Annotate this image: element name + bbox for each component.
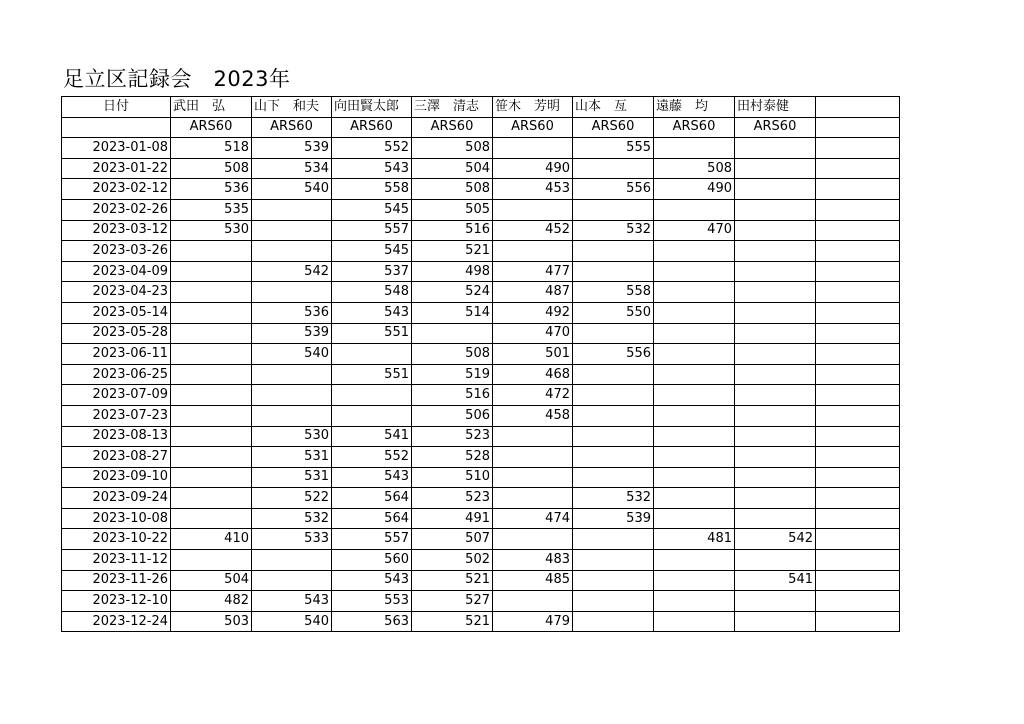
- score-cell: [735, 447, 816, 468]
- score-cell: [735, 550, 816, 571]
- score-cell: 536: [171, 179, 252, 200]
- table-row: [62, 426, 900, 447]
- score-cell: 532: [573, 488, 654, 509]
- score-cell: [493, 138, 573, 159]
- score-cell: 519: [412, 364, 493, 385]
- score-cell: [654, 550, 735, 571]
- score-cell: 532: [252, 508, 332, 529]
- date-cell: 2023-11-26: [62, 570, 171, 591]
- score-cell: [171, 323, 252, 344]
- score-cell: [654, 508, 735, 529]
- table-row: [62, 241, 900, 262]
- score-cell: [493, 241, 573, 262]
- date-cell: 2023-02-12: [62, 179, 171, 200]
- score-cell: [654, 385, 735, 406]
- score-cell: 556: [573, 344, 654, 365]
- score-cell: [654, 405, 735, 426]
- score-cell: [735, 591, 816, 612]
- score-cell: [252, 282, 332, 303]
- score-cell: [735, 179, 816, 200]
- score-cell: 542: [735, 529, 816, 550]
- score-cell: [816, 220, 900, 241]
- name-header-row: [62, 97, 900, 118]
- date-cell: 2023-12-24: [62, 611, 171, 632]
- score-cell: [332, 405, 412, 426]
- score-cell: 545: [332, 241, 412, 262]
- score-cell: [171, 261, 252, 282]
- table-row: [62, 447, 900, 468]
- table-row: [62, 488, 900, 509]
- score-cell: 564: [332, 488, 412, 509]
- score-cell: [816, 199, 900, 220]
- score-cell: 541: [735, 570, 816, 591]
- table-row: [62, 138, 900, 159]
- score-cell: [252, 364, 332, 385]
- score-cell: 558: [332, 179, 412, 200]
- score-cell: [332, 385, 412, 406]
- score-cell: 543: [332, 467, 412, 488]
- score-cell: [171, 550, 252, 571]
- score-cell: [816, 508, 900, 529]
- score-cell: [573, 364, 654, 385]
- score-cell: 555: [573, 138, 654, 159]
- score-cell: [816, 550, 900, 571]
- records-table: [61, 96, 900, 632]
- score-cell: [493, 199, 573, 220]
- score-cell: [654, 426, 735, 447]
- score-cell: 540: [252, 611, 332, 632]
- name-header-cell: 向田賢太郎: [332, 97, 412, 118]
- score-cell: 539: [252, 323, 332, 344]
- class-header-cell: [816, 117, 900, 138]
- score-cell: 548: [332, 282, 412, 303]
- class-header-cell: ARS60: [573, 117, 654, 138]
- score-cell: [171, 405, 252, 426]
- class-header-blank: [62, 117, 171, 138]
- date-cell: 2023-09-10: [62, 467, 171, 488]
- score-cell: [735, 488, 816, 509]
- page-title: 足立区記録会 2023年: [63, 67, 291, 91]
- score-cell: [171, 241, 252, 262]
- score-cell: [735, 508, 816, 529]
- score-cell: [654, 241, 735, 262]
- table-row: [62, 467, 900, 488]
- score-cell: 537: [332, 261, 412, 282]
- score-cell: [171, 364, 252, 385]
- table-row: [62, 364, 900, 385]
- score-cell: [816, 467, 900, 488]
- score-cell: [654, 447, 735, 468]
- score-cell: [493, 447, 573, 468]
- date-cell: 2023-11-12: [62, 550, 171, 571]
- name-header-cell: 山下 和夫: [252, 97, 332, 118]
- score-cell: [816, 364, 900, 385]
- score-cell: 508: [654, 158, 735, 179]
- table-row: [62, 323, 900, 344]
- score-cell: 543: [332, 302, 412, 323]
- score-cell: [252, 570, 332, 591]
- class-header-cell: ARS60: [332, 117, 412, 138]
- score-cell: [332, 344, 412, 365]
- score-cell: [816, 138, 900, 159]
- score-cell: [735, 323, 816, 344]
- score-cell: 492: [493, 302, 573, 323]
- date-cell: 2023-05-14: [62, 302, 171, 323]
- score-cell: 453: [493, 179, 573, 200]
- class-header-cell: ARS60: [735, 117, 816, 138]
- score-cell: [573, 550, 654, 571]
- table-row: [62, 158, 900, 179]
- score-cell: 481: [654, 529, 735, 550]
- score-cell: [735, 199, 816, 220]
- score-cell: 504: [171, 570, 252, 591]
- score-cell: [735, 611, 816, 632]
- name-header-cell: 山本 亙: [573, 97, 654, 118]
- score-cell: [493, 529, 573, 550]
- table-row: [62, 570, 900, 591]
- score-cell: [573, 467, 654, 488]
- table-row: [62, 611, 900, 632]
- score-cell: [654, 199, 735, 220]
- score-cell: 521: [412, 611, 493, 632]
- table-row: [62, 220, 900, 241]
- score-cell: 540: [252, 179, 332, 200]
- score-cell: 560: [332, 550, 412, 571]
- table-row: [62, 179, 900, 200]
- score-cell: 452: [493, 220, 573, 241]
- date-cell: 2023-09-24: [62, 488, 171, 509]
- score-cell: 477: [493, 261, 573, 282]
- score-cell: [171, 467, 252, 488]
- score-cell: 479: [493, 611, 573, 632]
- score-cell: [654, 282, 735, 303]
- score-cell: 551: [332, 364, 412, 385]
- date-header: 日付: [62, 97, 171, 118]
- class-header-cell: ARS60: [171, 117, 252, 138]
- score-cell: [573, 405, 654, 426]
- score-cell: 556: [573, 179, 654, 200]
- date-cell: 2023-02-26: [62, 199, 171, 220]
- score-cell: [171, 344, 252, 365]
- score-cell: 472: [493, 385, 573, 406]
- score-cell: 507: [412, 529, 493, 550]
- score-cell: 410: [171, 529, 252, 550]
- score-cell: [573, 611, 654, 632]
- score-cell: [654, 591, 735, 612]
- date-cell: 2023-03-26: [62, 241, 171, 262]
- score-cell: 539: [252, 138, 332, 159]
- score-cell: 551: [332, 323, 412, 344]
- score-cell: [573, 158, 654, 179]
- score-cell: 508: [412, 344, 493, 365]
- score-cell: [816, 261, 900, 282]
- score-cell: [654, 488, 735, 509]
- score-cell: [654, 364, 735, 385]
- score-cell: [252, 199, 332, 220]
- score-cell: [735, 364, 816, 385]
- score-cell: [171, 426, 252, 447]
- date-cell: 2023-01-22: [62, 158, 171, 179]
- score-cell: 530: [252, 426, 332, 447]
- score-cell: [816, 282, 900, 303]
- score-cell: 545: [332, 199, 412, 220]
- score-cell: [735, 344, 816, 365]
- score-cell: [816, 529, 900, 550]
- score-cell: [412, 323, 493, 344]
- score-cell: 552: [332, 138, 412, 159]
- score-cell: [171, 385, 252, 406]
- score-cell: 470: [654, 220, 735, 241]
- score-cell: [252, 241, 332, 262]
- name-header-cell: 笹木 芳明: [493, 97, 573, 118]
- score-cell: 564: [332, 508, 412, 529]
- score-cell: 557: [332, 529, 412, 550]
- score-cell: [171, 282, 252, 303]
- date-cell: 2023-07-23: [62, 405, 171, 426]
- score-cell: [171, 488, 252, 509]
- table-row: [62, 344, 900, 365]
- class-header-row: [62, 117, 900, 138]
- score-cell: [816, 611, 900, 632]
- score-cell: 531: [252, 467, 332, 488]
- date-cell: 2023-06-25: [62, 364, 171, 385]
- score-cell: 498: [412, 261, 493, 282]
- date-cell: 2023-01-08: [62, 138, 171, 159]
- table-row: [62, 591, 900, 612]
- class-header-cell: ARS60: [252, 117, 332, 138]
- score-cell: 524: [412, 282, 493, 303]
- score-cell: [171, 302, 252, 323]
- score-cell: [735, 158, 816, 179]
- score-cell: [171, 447, 252, 468]
- score-cell: 521: [412, 570, 493, 591]
- name-header-cell: 三澤 清志: [412, 97, 493, 118]
- score-cell: 514: [412, 302, 493, 323]
- score-cell: [735, 405, 816, 426]
- score-cell: [654, 302, 735, 323]
- score-cell: 558: [573, 282, 654, 303]
- score-cell: 535: [171, 199, 252, 220]
- table-row: [62, 302, 900, 323]
- score-cell: 541: [332, 426, 412, 447]
- score-cell: [735, 302, 816, 323]
- score-cell: [816, 385, 900, 406]
- score-cell: [493, 488, 573, 509]
- score-cell: 543: [332, 570, 412, 591]
- date-cell: 2023-08-27: [62, 447, 171, 468]
- name-header-cell: 武田 弘: [171, 97, 252, 118]
- score-cell: 522: [252, 488, 332, 509]
- score-cell: [816, 591, 900, 612]
- score-cell: [493, 591, 573, 612]
- score-cell: [654, 344, 735, 365]
- score-cell: [493, 426, 573, 447]
- score-cell: 527: [412, 591, 493, 612]
- score-cell: 504: [412, 158, 493, 179]
- table-row: [62, 550, 900, 571]
- name-header-cell: [816, 97, 900, 118]
- score-cell: 482: [171, 591, 252, 612]
- score-cell: 534: [252, 158, 332, 179]
- score-cell: 557: [332, 220, 412, 241]
- score-cell: [654, 611, 735, 632]
- score-cell: [735, 385, 816, 406]
- score-cell: [654, 570, 735, 591]
- score-cell: [573, 426, 654, 447]
- class-header-cell: ARS60: [412, 117, 493, 138]
- score-cell: 501: [493, 344, 573, 365]
- score-cell: [171, 508, 252, 529]
- score-cell: 540: [252, 344, 332, 365]
- score-cell: [654, 467, 735, 488]
- score-cell: 505: [412, 199, 493, 220]
- score-cell: 474: [493, 508, 573, 529]
- table-row: [62, 385, 900, 406]
- score-cell: [816, 241, 900, 262]
- table-row: [62, 508, 900, 529]
- score-cell: [654, 138, 735, 159]
- score-cell: [493, 467, 573, 488]
- score-cell: 532: [573, 220, 654, 241]
- score-cell: 483: [493, 550, 573, 571]
- score-cell: [654, 323, 735, 344]
- date-cell: 2023-05-28: [62, 323, 171, 344]
- score-cell: 563: [332, 611, 412, 632]
- table-row: [62, 405, 900, 426]
- score-cell: [735, 467, 816, 488]
- name-header-cell: 遠藤 均: [654, 97, 735, 118]
- score-cell: [816, 344, 900, 365]
- score-cell: [735, 241, 816, 262]
- score-cell: 490: [654, 179, 735, 200]
- score-cell: 508: [412, 138, 493, 159]
- date-cell: 2023-07-09: [62, 385, 171, 406]
- score-cell: [735, 261, 816, 282]
- score-cell: 508: [171, 158, 252, 179]
- score-cell: [816, 488, 900, 509]
- score-cell: [252, 220, 332, 241]
- class-header-cell: ARS60: [493, 117, 573, 138]
- score-cell: 502: [412, 550, 493, 571]
- score-cell: 516: [412, 385, 493, 406]
- score-cell: [252, 405, 332, 426]
- date-cell: 2023-06-11: [62, 344, 171, 365]
- score-cell: [573, 591, 654, 612]
- score-cell: [816, 323, 900, 344]
- score-cell: 491: [412, 508, 493, 529]
- score-cell: 516: [412, 220, 493, 241]
- date-cell: 2023-10-22: [62, 529, 171, 550]
- score-cell: 542: [252, 261, 332, 282]
- score-cell: 470: [493, 323, 573, 344]
- score-cell: [573, 323, 654, 344]
- date-cell: 2023-10-08: [62, 508, 171, 529]
- score-cell: 531: [252, 447, 332, 468]
- date-cell: 2023-03-12: [62, 220, 171, 241]
- score-cell: 539: [573, 508, 654, 529]
- score-cell: 458: [493, 405, 573, 426]
- score-cell: [735, 282, 816, 303]
- score-cell: [735, 220, 816, 241]
- score-cell: [816, 302, 900, 323]
- table-row: [62, 282, 900, 303]
- date-cell: 2023-04-23: [62, 282, 171, 303]
- score-cell: 553: [332, 591, 412, 612]
- score-cell: [573, 570, 654, 591]
- score-cell: 468: [493, 364, 573, 385]
- score-cell: 503: [171, 611, 252, 632]
- score-cell: 485: [493, 570, 573, 591]
- score-cell: 543: [332, 158, 412, 179]
- score-cell: [816, 447, 900, 468]
- score-cell: [735, 426, 816, 447]
- name-header-cell: 田村泰健: [735, 97, 816, 118]
- score-cell: 552: [332, 447, 412, 468]
- date-cell: 2023-08-13: [62, 426, 171, 447]
- score-cell: 528: [412, 447, 493, 468]
- score-cell: 550: [573, 302, 654, 323]
- score-cell: [816, 426, 900, 447]
- score-cell: 521: [412, 241, 493, 262]
- score-cell: 523: [412, 426, 493, 447]
- score-cell: [573, 447, 654, 468]
- table-body: [62, 97, 900, 632]
- score-cell: 518: [171, 138, 252, 159]
- score-cell: [816, 158, 900, 179]
- score-cell: [573, 385, 654, 406]
- score-cell: 510: [412, 467, 493, 488]
- score-cell: [573, 199, 654, 220]
- score-cell: 490: [493, 158, 573, 179]
- score-cell: [654, 261, 735, 282]
- score-cell: [816, 570, 900, 591]
- score-cell: 533: [252, 529, 332, 550]
- table-row: [62, 261, 900, 282]
- score-cell: 543: [252, 591, 332, 612]
- score-cell: [573, 529, 654, 550]
- date-cell: 2023-04-09: [62, 261, 171, 282]
- score-cell: [573, 241, 654, 262]
- score-cell: [252, 550, 332, 571]
- class-header-cell: ARS60: [654, 117, 735, 138]
- score-cell: [735, 138, 816, 159]
- score-cell: [816, 405, 900, 426]
- score-cell: 523: [412, 488, 493, 509]
- score-cell: [252, 385, 332, 406]
- score-cell: [573, 261, 654, 282]
- table-row: [62, 199, 900, 220]
- score-cell: 536: [252, 302, 332, 323]
- score-cell: 508: [412, 179, 493, 200]
- table-row: [62, 529, 900, 550]
- score-cell: 530: [171, 220, 252, 241]
- score-cell: 487: [493, 282, 573, 303]
- date-cell: 2023-12-10: [62, 591, 171, 612]
- score-cell: 506: [412, 405, 493, 426]
- score-cell: [816, 179, 900, 200]
